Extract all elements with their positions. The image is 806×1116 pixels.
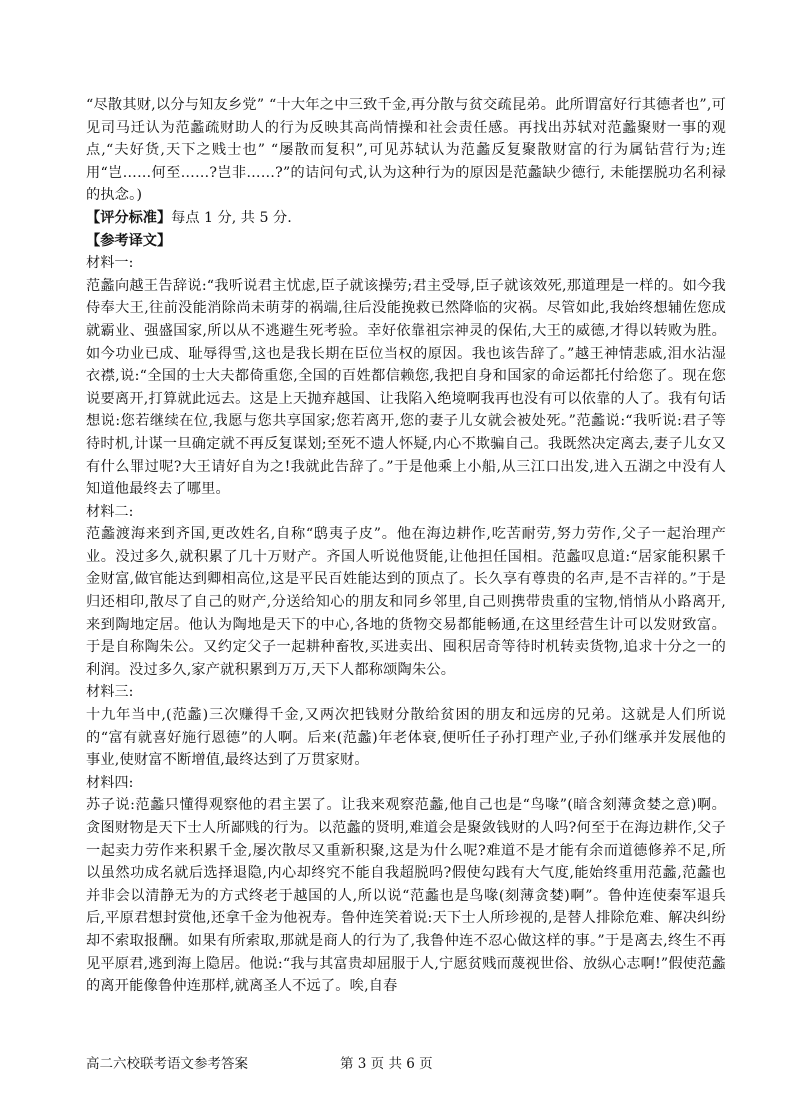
material-4-text: 苏子说:范蠡只懂得观察他的君主罢了。让我来观察范蠡,他自己也是“鸟喙”(暗含刻薄贪婪之意)啊。贪图财物是天下士人所鄙贱的行为。以范蠡的贤明,难道会是聚敛钱财的人吗?何至于在海边耕作,父子一起卖力劳作来积累千金,屡次散尽又重新积聚,这是为什么呢?难道不是才能有余而道德修养不足,所以虽然功成名就后选择退隐,内心却终究不能自我超脱吗?假使勾践有大气度,能始终重用范蠡,范蠡也并非会以清静无为的方式终老于越国的人,所以说“范蠡也是鸟喙(刻薄贪婪)啊”。鲁仲连使秦军退兵后,平原君想封赏他,还拿千金为他祝寿。鲁仲连笑着说:天下士人所珍视的,是替人排除危难、解决纠纷却不索取报酬。如果有所索取,那就是商人的行为了,我鲁仲连不忍心做这样的事。”于是离去,终生不再见平原君,逃到海上隐居。他说:“我与其富贵却屈服于人,宁愿贫贱而蔑视世俗、放纵心志啊!”假使范蠡的离开能像鲁仲连那样,就离圣人不远了。唉,自春: [86, 797, 726, 995]
material-4-label: 材料四:: [86, 774, 134, 791]
material-1-label: 材料一:: [86, 255, 134, 272]
page-number: 第 3 页 共 6 页: [340, 1056, 433, 1072]
footer-title: 高二六校联考语文参考答案: [86, 1056, 248, 1072]
document-body: [86, 94, 726, 998]
translation-header: 【参考译文】: [86, 232, 172, 249]
material-2-text: 范蠡渡海来到齐国,更改姓名,自称“鸱夷子皮”。他在海边耕作,吃苦耐劳,努力劳作,父子一起治理产业。没过多久,就积累了几十万财产。齐国人听说他贤能,让他担任国相。范蠡叹息道:“居家能积累千金财富,做官能达到卿相高位,这是平民百姓能达到的顶点了。长久享有尊贵的名声,是不吉祥的。”于是归还相印,散尽了自己的财产,分送给知心的朋友和同乡邻里,自己则携带贵重的宝物,悄悄从小路离开,来到陶地定居。他认为陶地是天下的中心,各地的货物交易都能畅通,在这里经营生计可以发财致富。于是自称陶朱公。又约定父子一起耕种畜牧,买进卖出、囤积居奇等待时机转卖货物,追求十分之一的利润。没过多久,家产就积累到万万,天下人都称颂陶朱公。: [86, 526, 726, 678]
material-3-text: 十九年当中,(范蠡)三次赚得千金,又两次把钱财分散给贫困的朋友和远房的兄弟。这就是人们所说的“富有就喜好施行恩德”的人啊。后来(范蠡)年老体衰,便听任子孙打理产业,子孙们继承并发展他的事业,使财富不断增值,最终达到了万贯家财。: [86, 707, 726, 769]
intro-paragraph: “尽散其财,以分与知友乡党” “十大年之中三致千金,再分散与贫交疏昆弟。此所谓富好行其德者也”,可见司马迁认为范蠡疏财助人的行为反映其高尚情操和社会责任感。再找出苏轼对范蠡聚财一事的观点,“夫好货,天下之贱士也” “屡散而复积”,可见苏轼认为范蠡反复聚散财富的行为属钻营行为;连用“岂……何至……?岂非……?”的诘问句式,认为这种行为的原因是范蠡缺少德行, 未能摆脱功名利禄的执念。): [86, 97, 726, 204]
scoring-text: 每点 1 分, 共 5 分.: [171, 209, 292, 226]
material-2-label: 材料二:: [86, 503, 134, 520]
material-3-label: 材料三:: [86, 684, 134, 701]
scoring-line: [86, 207, 726, 230]
material-1-text: 范蠡向越王告辞说:“我听说君主忧虑,臣子就该操劳;君主受辱,臣子就该效死,那道理是一样的。如今我侍奉大王,往前没能消除尚未萌芽的祸端,往后没能挽救已然降临的灾祸。尽管如此,我始终想辅佐您成就霸业、强盛国家,所以从不逃避生死考验。幸好依靠祖宗神灵的保佑,大王的威德,才得以转败为胜。如今功业已成、耻辱得雪,这也是我长期在臣位当权的原因。我也该告辞了。”越王神情悲戚,泪水沾湿衣襟,说:“全国的士大夫都倚重您,全国的百姓都信赖您,我把自身和国家的命运都托付给您了。现在您说要离开,打算就此远去。这是上天抛弃越国、让我陷入绝境啊我再也没有可以依靠的人了。我有句话想说:您若继续在位,我愿与您共享国家;您若离开,您的妻子儿女就会被处死。”范蠡说:“我听说:君子等待时机,计谋一旦确定就不再反复谋划;至死不遗人怀疑,内心不欺骗自己。我既然决定离去,妻子儿女又有什么罪过呢?大王请好自为之!我就此告辞了。”于是他乘上小船,从三江口出发,进入五湖之中没有人知道他最终去了哪里。: [86, 277, 726, 498]
scoring-label: 【评分标准】: [86, 209, 172, 226]
